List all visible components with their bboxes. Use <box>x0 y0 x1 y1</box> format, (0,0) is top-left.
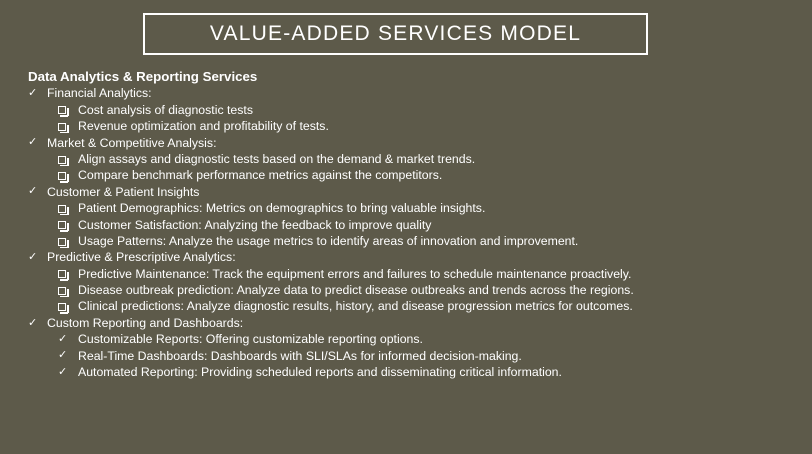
list-item <box>28 184 802 200</box>
list-item-text: Align assays and diagnostic tests based on the demand & market trends. <box>78 151 476 166</box>
checkbox-bullet-icon <box>58 204 78 213</box>
list-item-text: Disease outbreak prediction: Analyze data to predict disease outbreaks and trends across the regions. <box>78 283 634 298</box>
bullet-list <box>28 85 802 380</box>
list-item-text: Compare benchmark performance metrics against the competitors. <box>78 168 443 183</box>
list-item <box>28 266 802 282</box>
checkbox-bullet-icon <box>58 122 78 131</box>
checkbox-bullet-icon <box>58 237 78 246</box>
list-item <box>28 315 802 331</box>
section-label: Custom Reporting and Dashboards: <box>47 315 244 330</box>
list-item <box>28 217 802 233</box>
checkmark-icon: ✓ <box>28 185 38 198</box>
section-heading: Data Analytics & Reporting Services <box>28 69 258 84</box>
list-item <box>28 364 802 380</box>
checkmark-icon: ✓ <box>28 136 38 149</box>
list-item <box>28 200 802 216</box>
list-item <box>28 249 802 265</box>
checkbox-bullet-icon <box>58 302 78 311</box>
checkmark-icon: ✓ <box>58 332 68 345</box>
list-item-text: Patient Demographics: Metrics on demographics to bring valuable insights. <box>78 201 486 216</box>
list-item <box>28 233 802 249</box>
list-item-text: Clinical predictions: Analyze diagnostic results, history, and disease progression metrics for outcomes. <box>78 299 633 314</box>
list-item-text: Customizable Reports: Offering customizable reporting options. <box>78 332 423 347</box>
list-item <box>28 298 802 314</box>
slide-title: VALUE-ADDED SERVICES MODEL <box>209 22 582 45</box>
list-item <box>28 85 802 101</box>
section-label: Market & Competitive Analysis: <box>47 135 217 150</box>
section-label: Predictive & Prescriptive Analytics: <box>47 250 236 265</box>
section-label: Customer & Patient Insights <box>47 184 200 199</box>
list-item-text: Predictive Maintenance: Track the equipment errors and failures to schedule maintenance proactively. <box>78 266 632 281</box>
list-item <box>28 348 802 364</box>
list-item <box>28 118 802 134</box>
section-label: Financial Analytics: <box>47 86 152 101</box>
content-area <box>28 69 802 380</box>
checkmark-icon: ✓ <box>28 250 38 263</box>
list-item <box>28 167 802 183</box>
list-item <box>28 331 802 347</box>
checkbox-bullet-icon <box>58 286 78 295</box>
checkbox-bullet-icon <box>58 155 78 164</box>
list-item-text: Customer Satisfaction: Analyzing the feedback to improve quality <box>78 217 432 232</box>
list-item-text: Real-Time Dashboards: Dashboards with SLI/SLAs for informed decision-making. <box>78 348 522 363</box>
checkbox-bullet-icon <box>58 171 78 180</box>
list-item <box>28 282 802 298</box>
list-item-text: Revenue optimization and profitability of tests. <box>78 119 329 134</box>
checkmark-icon: ✓ <box>28 87 38 100</box>
checkmark-icon: ✓ <box>28 316 38 329</box>
list-item-text: Automated Reporting: Providing scheduled reports and disseminating critical information. <box>78 365 562 380</box>
list-item-text: Usage Patterns: Analyze the usage metrics to identify areas of innovation and improvement. <box>78 233 579 248</box>
checkmark-icon: ✓ <box>58 349 68 362</box>
list-item-text: Cost analysis of diagnostic tests <box>78 102 253 117</box>
list-item <box>28 135 802 151</box>
checkbox-bullet-icon <box>58 220 78 229</box>
checkmark-icon: ✓ <box>58 365 68 378</box>
title-box <box>143 13 648 55</box>
list-item <box>28 151 802 167</box>
checkbox-bullet-icon <box>58 105 78 114</box>
list-item <box>28 102 802 118</box>
checkbox-bullet-icon <box>58 269 78 278</box>
